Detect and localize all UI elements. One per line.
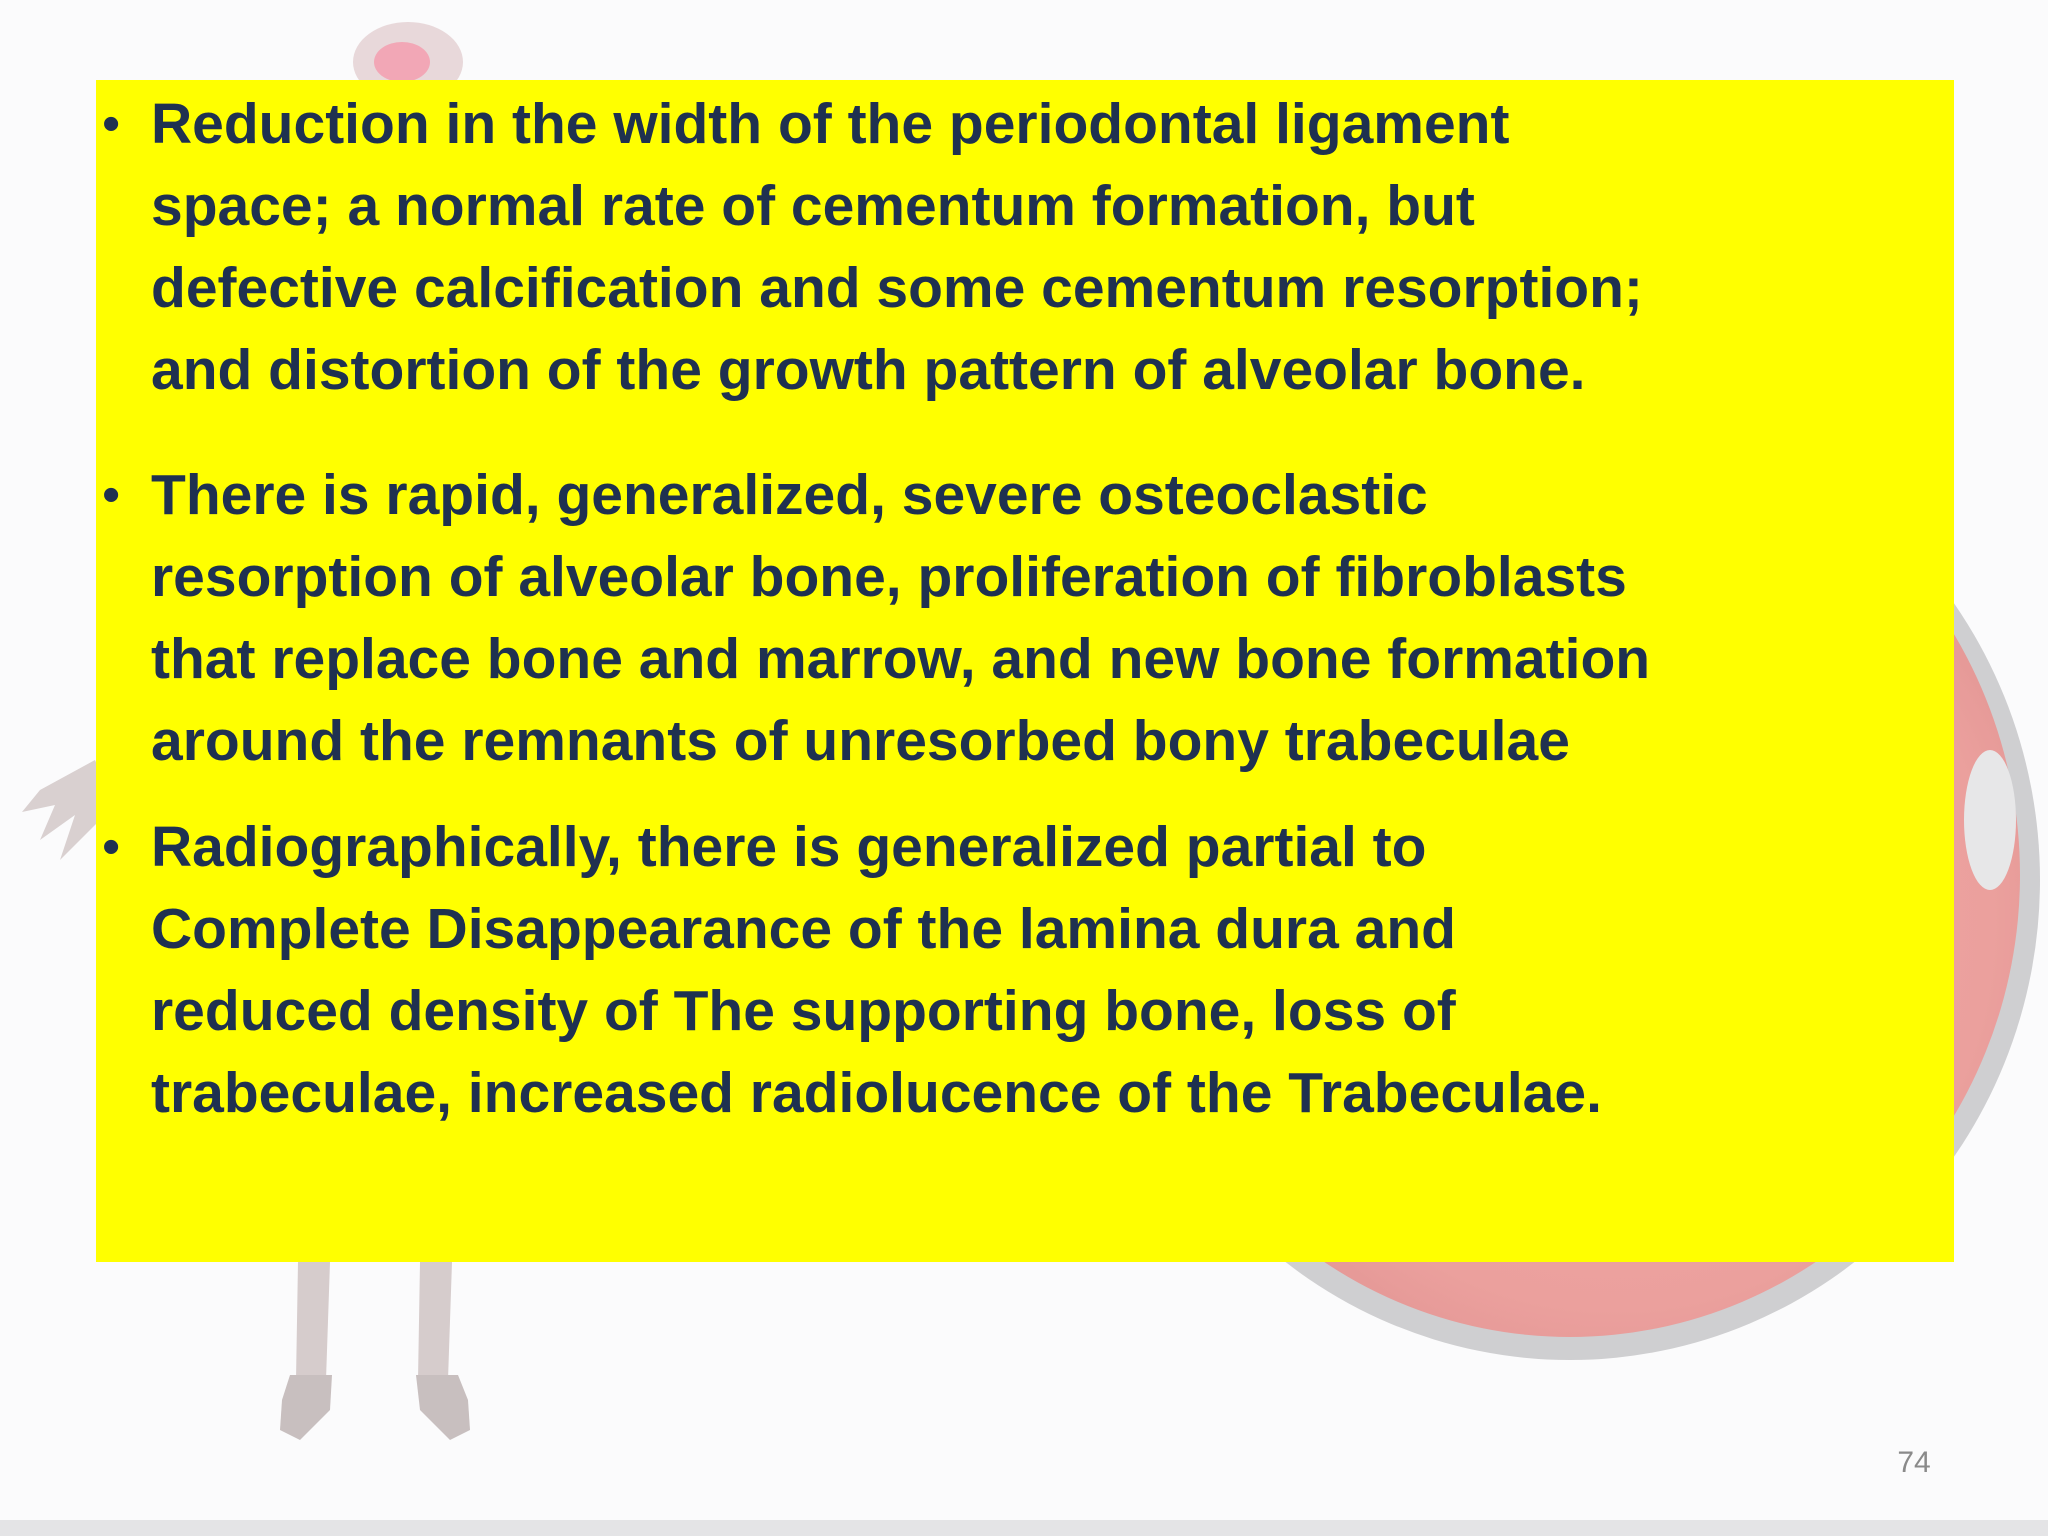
bullet-item bbox=[96, 83, 1976, 411]
bullet-text: Reduction in the width of the periodontal ligament space; a normal rate of cementum formation, but defective calcification and some cementum resorption; and distortion of the growth pattern of alveolar bone. bbox=[151, 92, 1643, 402]
bullet-marker: • bbox=[102, 466, 121, 524]
bullet-item bbox=[96, 454, 1976, 782]
highlighted-content-box bbox=[96, 80, 1954, 1262]
bullet-marker: • bbox=[102, 95, 121, 153]
page-number: 74 bbox=[1897, 1446, 1931, 1479]
bullet-text: There is rapid, generalized, severe osteoclastic resorption of alveolar bone, proliferation of fibroblasts that replace bone and marrow, and new bone formation around the remnants of unresorbed bony trabeculae bbox=[151, 463, 1651, 773]
bullet-marker: • bbox=[102, 818, 121, 876]
bottom-strip bbox=[0, 1520, 2048, 1536]
bullet-text: Radiographically, there is generalized partial to Complete Disappearance of the lamina dura and reduced density of The supporting bone, loss of trabeculae, increased radiolucence of the Trabeculae. bbox=[151, 815, 1602, 1125]
bullet-item bbox=[96, 806, 1976, 1134]
